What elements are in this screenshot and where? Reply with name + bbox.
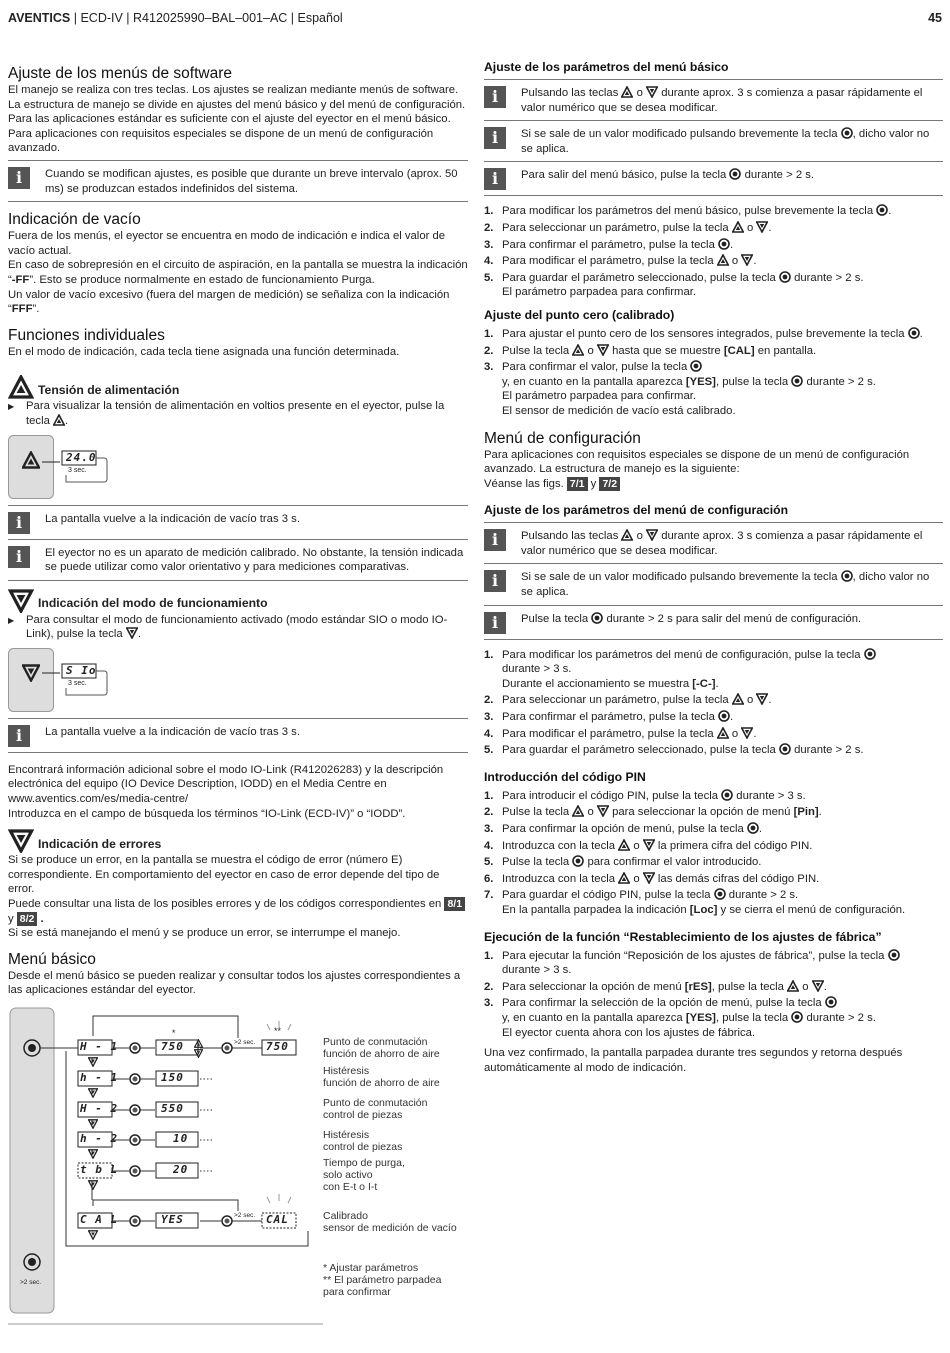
- ok-key-icon: [791, 375, 803, 387]
- list-item: 2. Para seleccionar un parámetro, pulse la tecla o .: [484, 694, 772, 707]
- ok-key-icon: [729, 168, 741, 180]
- list-item: 1. Para introducir el código PIN, pulse la tecla durante > 3 s.: [484, 789, 806, 802]
- up-key-icon: [618, 872, 630, 884]
- lcd-param: h - 1: [80, 1071, 119, 1084]
- lcd-value: YES: [161, 1213, 184, 1226]
- list-item: 7. Para guardar el código PIN, pulse la tecla durante > 2 s. En la pantalla parpadea la indicación [Loc] y se cierra el menú de configuración.: [484, 889, 906, 916]
- para-final: Una vez confirmado, la pantalla parpadea durante tres segundos y retorna después automáticamente al modo de indicación.: [484, 1047, 903, 1074]
- list-item: 1. Para modificar los parámetros del menú básico, pulse brevemente la tecla .: [484, 205, 892, 218]
- list-item: 2. Pulse la tecla o hasta que se muestre [CAL] en pantalla.: [484, 344, 817, 357]
- figure-ref: 8/1: [444, 897, 465, 911]
- diagram-label: Punto de conmutación control de piezas: [323, 1097, 428, 1121]
- right-column: Ajuste de los parámetros del menú básico i Pulsando las teclas o durante aprox. 3 s comienza a pasar rápidamente el valor numérico que se desea modificar. i Si se sale de un valor modificado pulsando brevemente la tecla , dicho valor no se aplica. i Para salir del menú básico, pulse la tecla durante > 2 s. 1. Para modificar los parámetros del menú básico, pulse brevemente la tecla . 2. Para seleccionar un parámetro, pulse la tecla o . 3. Para confirmar el parámetro, pulse la tecla . 4. Para modificar el parámetro, pulse la tecla o . 5. Para guardar el parámetro seleccionado, pulse la tecla durante > 2 s. El parámetro parpadea para confirmar. Ajuste del punto cero (calibrado) 1. Para ajustar el punto cero de los sensores integrados, pulse brevemente la tecla . 2. Pulse la tecla o hasta que se muestre [CAL] en pantalla. 3. Para confirmar el valor, pulse la tecla y, en cuanto en la pantalla aparezca [YES], pulse la tecla durante > 2 s. El parámetro parpadea para confirmar. El sensor de medición de vacío está calibrado. Menú de configuración Para aplicaciones con requisitos especiales se dispone de un menú de configuración avanzado. La estructura de manejo es la siguiente: Véanse las figs. 7/1 y 7/2 Ajuste de los parámetros del menú de configuración i Pulsando las teclas o durante aprox. 3 s comienza a pasar rápidamente el valor numérico que se desea modificar. i Si se sale de un valor modificado pulsando brevemente la tecla , dicho valor no se aplica. i Pulse la tecla durante > 2 s para salir del menú de configuración. 1. Para modificar los parámetros del menú de configuración, pulse la tecla durante > 3 s. Durante el accionamiento se muestra [-C-]. 2. Para seleccionar un parámetro, pulse la tecla o . 3. Para confirmar el parámetro, pulse la tecla . 4. Para modificar el parámetro, pulse la tecla o . 5. Para guardar el parámetro seleccionado, pulse la tecla durante > 2 s. Introducción del código PIN 1. Para introducir el código PIN, pulse la tecla durante > 3 s. 2. Pulse la tecla o para seleccionar la opción de menú [Pin]. 3. Para confirmar la opción de menú, pulse la tecla . 4. Introduzca con la tecla o la primera cifra del código PIN. 5. Pulse la tecla para confirmar el valor introducido. 6. Introduzca con la tecla o las demás cifras del código PIN. 7. Para guardar el código PIN, pulse la tecla durante > 2 s. En la pantalla parpadea la indicación [Loc] y se cierra el menú de configuración. Ejecución de la función “Restablecimiento de los ajustes de fábrica” 1. Para ejecutar la función “Reposición de los ajustes de fábrica”, pulse la tecla durante > 3 s. 2. Para seleccionar la opción de menú [rES], pulse la tecla o . 3. Para confirmar la selección de la opción de menú, pulse la tecla y, en cuanto en la pantalla aparezca [YES], pulse la tecla durante > 2 s. El eyector cuenta ahora con los ajustes de fábrica. Una vez confirmado, la pantalla parpadea durante tres segundos y retorna después automáticamente al modo de indicación.: [484, 58, 943, 1075]
- list-item: 2. Pulse la tecla o para seleccionar la opción de menú [Pin].: [484, 806, 822, 819]
- lcd-param: H - 2: [80, 1102, 119, 1115]
- para-menus: El manejo se realiza con tres teclas. Los ajustes se realizan mediante menús de software. La estructura de manejo se divide en ajustes del menú básico y del menú de configuración. Para las aplicaciones estándar es suficiente con el ajuste del eyector en el menú básico. Para aplicaciones con requisitos especiales se dispone de un menú de configuración avanzado.: [8, 84, 466, 155]
- diagram-label: Punto de conmutación función de ahorro de aire: [323, 1036, 440, 1060]
- list-item: 4. Para modificar el parámetro, pulse la tecla o .: [484, 727, 757, 740]
- up-key-icon: [621, 86, 633, 98]
- up-key-icon: [717, 727, 729, 739]
- list-item: 3. Para confirmar el parámetro, pulse la tecla .: [484, 238, 734, 251]
- ok-key-icon: [779, 271, 791, 283]
- ok-key-icon: [841, 127, 853, 139]
- lcd-param: C A L: [80, 1213, 119, 1226]
- info-note: i Cuando se modifican ajustes, es posible que durante un breve intervalo (aprox. 50 ms) se produzcan estados indefinidos del sistema.: [8, 160, 468, 202]
- ok-key-icon: [779, 743, 791, 755]
- up-key-icon: [618, 839, 630, 851]
- diagram-label: Histéresis control de piezas: [323, 1129, 403, 1153]
- up-key-icon: [53, 414, 65, 426]
- ok-key-icon: [572, 855, 584, 867]
- down-key-icon: [646, 86, 658, 98]
- heading-vacio: Indicación de vacío: [8, 211, 141, 229]
- modo-heading: Indicación del modo de funcionamiento: [8, 589, 468, 613]
- heading-funciones: Funciones individuales: [8, 326, 165, 344]
- list-item: 1. Para modificar los parámetros del menú de configuración, pulse la tecla durante > 3 s. Durante el accionamiento se muestra [-C-].: [484, 648, 943, 692]
- lcd-value: 10: [173, 1132, 189, 1145]
- ok-key-icon: [876, 204, 888, 216]
- info-note: i Pulsando las teclas o durante aprox. 3 s comienza a pasar rápidamente el valor numérico que se desea modificar.: [484, 522, 943, 563]
- ok-key-icon: [864, 648, 876, 660]
- ok-key-icon: [841, 570, 853, 582]
- lcd-param: H - 1: [80, 1040, 119, 1053]
- up-key-icon: [621, 529, 633, 541]
- up-key-icon: [787, 980, 799, 992]
- down-key-icon: [741, 254, 753, 266]
- steps-basico: [484, 204, 943, 300]
- up-key-icon: [572, 344, 584, 356]
- tension-diagram: 24.0 3 sec.: [8, 435, 468, 501]
- steps-cero: [484, 327, 943, 419]
- lcd-value: 550: [161, 1102, 184, 1115]
- figure-ref: 7/2: [599, 477, 620, 491]
- heading-basico: Menú básico: [8, 950, 96, 968]
- list-item: 1. Para ejecutar la función “Reposición de los ajustes de fábrica”, pulse la tecla durante > 3 s.: [484, 949, 943, 978]
- info-icon: i: [484, 127, 506, 149]
- list-item: 4. Introduzca con la tecla o la primera cifra del código PIN.: [484, 839, 813, 852]
- steps-pin: [484, 789, 943, 918]
- figure-ref: 7/1: [567, 477, 588, 491]
- page-header: [8, 11, 942, 26]
- ok-key-icon: [714, 888, 726, 900]
- list-item: 3. Para confirmar la selección de la opción de menú, pulse la tecla y, en cuanto en la pantalla aparezca [YES], pulse la tecla durante > 2 s. El eyector cuenta ahora con los ajustes de fábrica.: [484, 997, 876, 1039]
- left-column: Ajuste de los menús de software El manejo se realiza con tres teclas. Los ajustes se realizan mediante menús de software. La estructura de manejo se divide en ajustes del menú básico y del menú de configuración. Para las aplicaciones estándar es suficiente con el ajuste del eyector en el menú básico. Para aplicaciones con requisitos especiales se dispone de un menú de configuración avanzado. i Cuando se modifican ajustes, es posible que durante un breve intervalo (aprox. 50 ms) se produzcan estados indefinidos del sistema. Indicación de vacío Fuera de los menús, el eyector se encuentra en modo de indicación e indica el valor de vacío actual. En caso de sobrepresión en el circuito de aspiración, en la pantalla se muestra la indicación “-FF”. Esto se produce normalmente en estado de funcionamiento Purga. Un valor de vacío excesivo (fuera del margen de medición) se señaliza con la indicación “FFF”. Funciones individuales En el modo de indicación, cada tecla tiene asignada una función determinada. Tensión de alimentación ▶ Para visualizar la tensión de alimentación en voltios presente en el eyector, pulse la tecla . 24.0 3 sec. i La pantalla vuelve a la indicación de vacío tras 3 s. i El eyector no es un aparato de medición calibrado. No obstante, la tensión indicada se puede utilizar como valor orientativo y para mediciones comparativas. Indicación del modo de funcionamiento ▶ Para consultar el modo de funcionamiento activado (modo estándar SIO o modo IO-Link), pulse la tecla . S Io 3 sec. i La pantalla vuelve a la indicación de vacío tras 3 s. Encontrará información adicional sobre el modo IO-Link (R412026283) y la descripción electrónica del equipo (IO Device Description, IODD) en el Media Centre en www.aventics.com/es/media-centre/ Introduzca en el campo de búsqueda los términos “IO-Link (ECD-IV)” o “IODD”. Indicación de errores Si se produce un error, en la pantalla se muestra el código de error (número E) correspondiente. En comportamiento del eyector en caso de error depende del tipo de error. Puede consultar una lista de los posibles errores y de los códigos correspondientes en 8/1 y 8/2 . Si se está manejando el menú y se produce un error, se interrumpe el manejo. Menú básico Desde el menú básico se pueden realizar y consultar todos los ajustes correspondientes a las aplicaciones estándar del eyector. H - 1 h - 1 H - 2 h - 2 t b L C A L 750 150 550 10 20 YES 750 CAL >2 sec. >2 sec. >2 sec. * ** Punto de conmutación función de ahorro de aire Histéresis función de ahorro de aire Punto de conmutación control de piezas Histéresis control de piezas Tiempo de purga, solo activo con E-t o I-t Calibrado sensor de medición de vacío * Ajustar parámetros ** El parámetro parpadea para confirmar: [8, 58, 468, 1326]
- doc-info: | ECD-IV | R412025990–BAL–001–AC | Español: [70, 11, 343, 25]
- info-icon: i: [484, 86, 506, 108]
- down-key-icon: [756, 221, 768, 233]
- info-icon: i: [484, 570, 506, 592]
- menu-basico-diagram: H - 1 h - 1 H - 2 h - 2 t b L C A L 750 150 550 10 20 YES 750 CAL >2 sec. >2 sec. >2 sec. * ** Punto de conmutación función de ahorro de aire Histéresis función de ahorro de aire Punto de conmutación control de piezas Histéresis control de piezas Tiempo de purga, solo activo con E-t o I-t Calibrado sensor de medición de vacío * Ajustar parámetros ** El parámetro parpadea para confirmar: [8, 1006, 468, 1326]
- modo-diagram: S Io 3 sec.: [8, 648, 468, 714]
- list-item: 3. Para confirmar el parámetro, pulse la tecla .: [484, 711, 734, 724]
- errores-heading: Indicación de errores: [8, 829, 468, 853]
- ok-key-icon: [718, 710, 730, 722]
- steps-reset: [484, 949, 943, 1041]
- list-item: 5. Para guardar el parámetro seleccionado, pulse la tecla durante > 2 s.: [484, 744, 864, 757]
- ok-key-icon: [718, 238, 730, 250]
- down-key-icon: [597, 805, 609, 817]
- info-icon: i: [8, 546, 30, 568]
- up-key-icon: [572, 805, 584, 817]
- down-key-icon: [643, 839, 655, 851]
- lcd-param: h - 2: [80, 1132, 119, 1145]
- info-icon: i: [484, 168, 506, 190]
- info-note: i Pulse la tecla durante > 2 s para salir del menú de configuración.: [484, 605, 943, 640]
- up-key-icon: [717, 254, 729, 266]
- down-key-icon: [597, 344, 609, 356]
- ok-key-icon: [591, 612, 603, 624]
- ok-key-icon: [791, 1011, 803, 1023]
- ok-key-icon: [825, 996, 837, 1008]
- list-item: 5. Para guardar el parámetro seleccionado, pulse la tecla durante > 2 s. El parámetro parpadea para confirmar.: [484, 271, 864, 299]
- down-key-icon: [756, 693, 768, 705]
- info-note: i Si se sale de un valor modificado pulsando brevemente la tecla , dicho valor no se aplica.: [484, 563, 943, 604]
- heading-param: Ajuste de los parámetros del menú básico: [484, 60, 729, 74]
- ok-key-icon: [747, 822, 759, 834]
- lcd-output: CAL: [266, 1213, 289, 1226]
- heading-conf: Menú de configuración: [484, 429, 641, 447]
- heading-cero: Ajuste del punto cero (calibrado): [484, 307, 675, 322]
- list-item: 4. Para modificar el parámetro, pulse la tecla o .: [484, 255, 757, 268]
- heading-menus: Ajuste de los menús de software: [8, 65, 233, 82]
- list-item: 2. Para seleccionar un parámetro, pulse la tecla o .: [484, 221, 772, 234]
- list-item: 2. Para seleccionar la opción de menú [rES], pulse la tecla o .: [484, 980, 827, 993]
- list-item: 5. Pulse la tecla para confirmar el valor introducido.: [484, 856, 762, 869]
- ok-key-icon: [690, 360, 702, 372]
- list-item: 6. Introduzca con la tecla o las demás cifras del código PIN.: [484, 872, 820, 885]
- info-icon: i: [8, 512, 30, 534]
- ok-key-icon: [888, 949, 900, 961]
- up-key-icon: [8, 375, 34, 399]
- diagram-label: Histéresis función de ahorro de aire: [323, 1065, 440, 1089]
- list-item: 3. Para confirmar el valor, pulse la tecla y, en cuanto en la pantalla aparezca [YES], pulse la tecla durante > 2 s. El parámetro parpadea para confirmar. El sensor de medición de vacío está calibrado.: [484, 361, 876, 417]
- lcd-param: t b L: [80, 1163, 119, 1176]
- steps-config: [484, 648, 943, 758]
- info-note: i La pantalla vuelve a la indicación de vacío tras 3 s.: [8, 718, 468, 753]
- ok-key-icon: [908, 327, 920, 339]
- down-key-icon: [126, 627, 138, 639]
- diagram-label: Tiempo de purga, solo activo con E-t o I-t: [323, 1157, 405, 1193]
- page-number: 45: [928, 11, 942, 25]
- ok-key-icon: [721, 789, 733, 801]
- down-key-icon: [741, 727, 753, 739]
- info-note: i Pulsando las teclas o durante aprox. 3 s comienza a pasar rápidamente el valor numérico que se desea modificar.: [484, 79, 943, 120]
- list-item: 1. Para ajustar el punto cero de los sensores integrados, pulse brevemente la tecla .: [484, 327, 923, 340]
- tension-heading: Tensión de alimentación: [8, 375, 468, 399]
- heading-reset: Ejecución de la función “Restablecimiento de los ajustes de fábrica”: [484, 929, 882, 944]
- list-item: 3. Para confirmar la opción de menú, pulse la tecla .: [484, 823, 763, 835]
- lcd-output: 750: [266, 1040, 289, 1053]
- info-icon: i: [484, 612, 506, 634]
- figure-ref: 8/2: [17, 912, 38, 926]
- info-icon: i: [8, 167, 30, 189]
- diagram-label: Calibrado sensor de medición de vacío: [323, 1210, 457, 1234]
- brand: AVENTICS: [8, 11, 71, 25]
- heading-confparam: Ajuste de los parámetros del menú de configuración: [484, 503, 789, 518]
- down-key-icon: [812, 980, 824, 992]
- info-icon: i: [484, 529, 506, 551]
- lcd-value: 150: [161, 1071, 184, 1084]
- down-key-icon: [646, 529, 658, 541]
- down-key-icon: [8, 589, 34, 613]
- down-key-icon: [643, 872, 655, 884]
- lcd-value: 750: [161, 1040, 184, 1053]
- info-note: i La pantalla vuelve a la indicación de vacío tras 3 s.: [8, 505, 468, 539]
- diagram-footnote: * Ajustar parámetros ** El parámetro parpadea para confirmar: [323, 1262, 442, 1298]
- down-key-icon: [8, 829, 34, 853]
- info-note: i Para salir del menú básico, pulse la tecla durante > 2 s.: [484, 161, 943, 196]
- heading-pin: Introducción del código PIN: [484, 769, 646, 784]
- lcd-voltage: 24.0: [66, 450, 97, 464]
- up-key-icon: [732, 693, 744, 705]
- up-key-icon: [732, 221, 744, 233]
- info-note: i Si se sale de un valor modificado pulsando brevemente la tecla , dicho valor no se aplica.: [484, 120, 943, 161]
- info-icon: i: [8, 725, 30, 747]
- lcd-value: 20: [173, 1163, 189, 1176]
- info-note: i El eyector no es un aparato de medición calibrado. No obstante, la tensión indicada se puede utilizar como valor orientativo y para mediciones comparativas.: [8, 539, 468, 581]
- lcd-mode: S Io: [66, 663, 97, 677]
